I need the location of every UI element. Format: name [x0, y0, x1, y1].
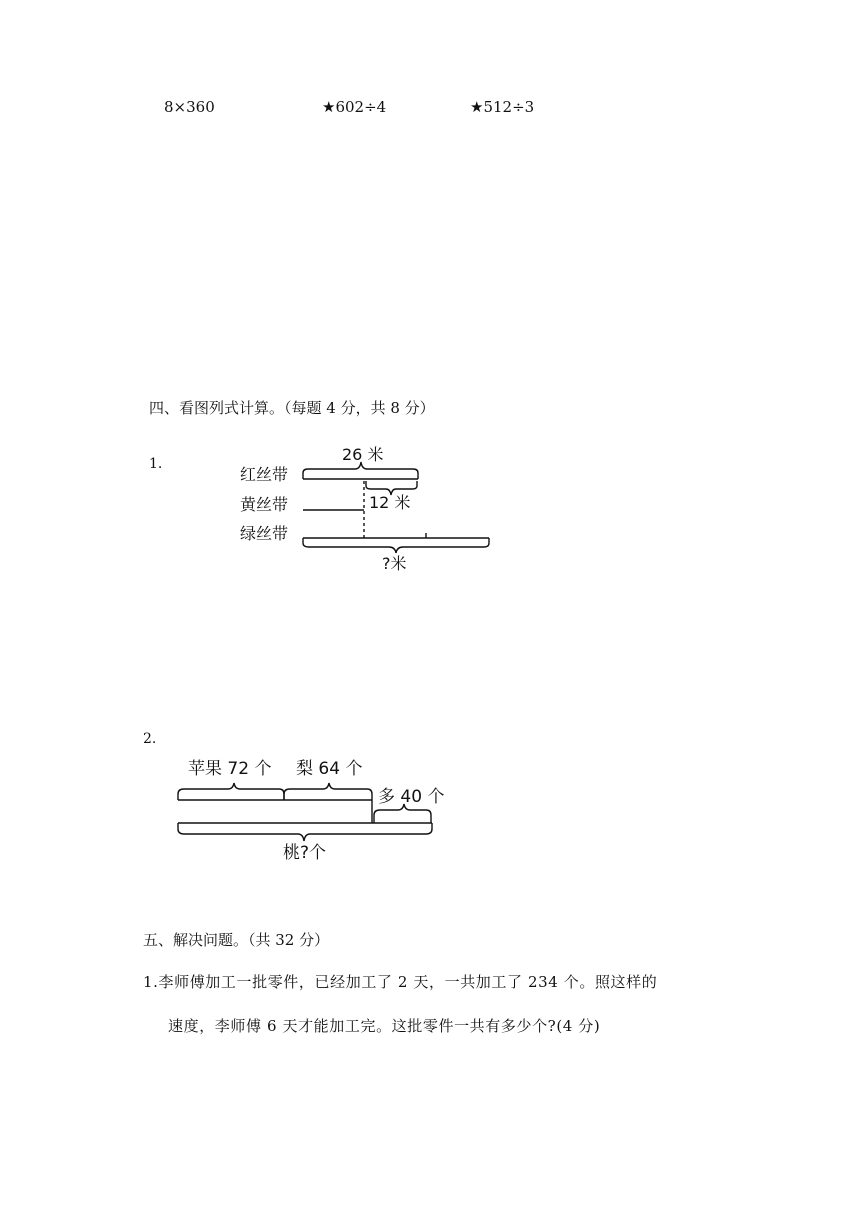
label-total: ?米 — [382, 554, 407, 573]
problem-2-number: 2. — [143, 731, 157, 747]
label-peach: 桃?个 — [283, 843, 327, 863]
problem-5-1-line-2: 速度，李师傅 6 天才能加工完。这批零件一共有多少个?(4 分) — [168, 1017, 601, 1035]
brace-apple — [178, 783, 284, 800]
brace-total — [303, 538, 489, 553]
label-12m: 12 米 — [369, 493, 411, 512]
label-26m: 26 米 — [342, 445, 384, 464]
label-green-ribbon: 绿丝带 — [240, 524, 289, 543]
problem-1-number: 1. — [149, 456, 163, 472]
calc-item-1: 8×360 — [164, 98, 215, 116]
calc-item-3: ★512÷3 — [470, 98, 535, 116]
problem-5-1-line-1: 1.李师傅加工一批零件，已经加工了 2 天，一共加工了 234 个。照这样的 — [143, 973, 658, 991]
brace-26m — [303, 462, 418, 479]
section-5-heading: 五、解决问题。（共 32 分） — [143, 931, 330, 949]
label-more: 多 40 个 — [378, 787, 445, 807]
label-red-ribbon: 红丝带 — [240, 465, 289, 484]
label-yellow-ribbon: 黄丝带 — [240, 495, 289, 514]
calc-item-2: ★602÷4 — [322, 98, 387, 116]
brace-pear — [284, 783, 372, 800]
label-apple: 苹果 72 个 — [188, 759, 272, 779]
brace-peach — [178, 823, 432, 841]
section-4-heading: 四、看图列式计算。（每题 4 分，共 8 分） — [149, 399, 435, 417]
label-pear: 梨 64 个 — [296, 759, 363, 779]
